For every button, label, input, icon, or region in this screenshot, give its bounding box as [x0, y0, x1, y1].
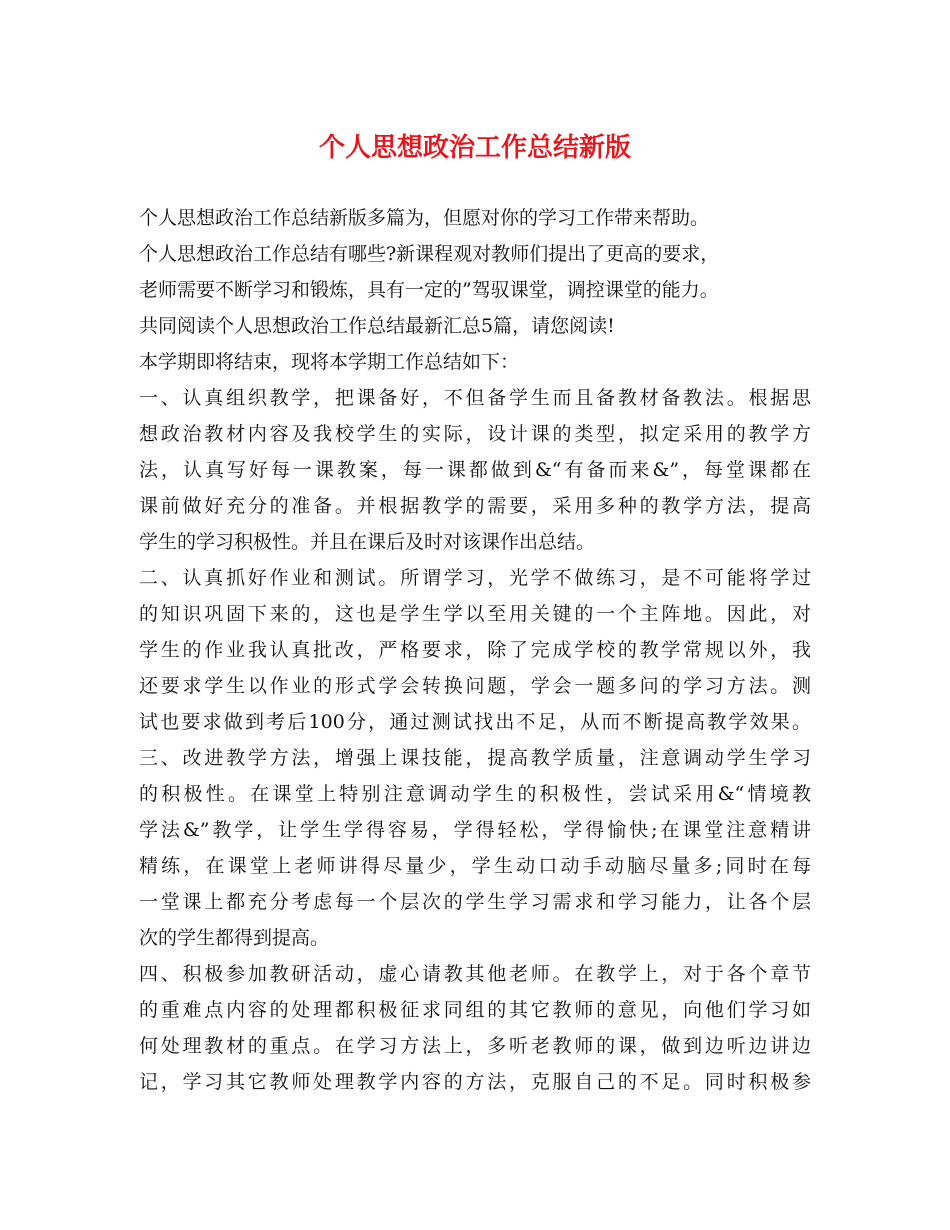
body-line: 四、积极参加教研活动，虚心请教其他老师。在教学上，对于各个章节: [139, 963, 811, 985]
body-line: 何处理教材的重点。在学习方法上，多听老教师的课，做到边听边讲边: [139, 1035, 811, 1057]
body-line: 还要求学生以作业的形式学会转换问题，学会一题多问的学习方法。测: [139, 675, 811, 697]
body-line: 的积极性。在课堂上特别注意调动学生的积极性，尝试采用&“情境教: [139, 783, 811, 805]
body-line: 的知识巩固下来的，这也是学生学以至用关键的一个主阵地。因此，对: [139, 603, 811, 625]
body-line: 学生的作业我认真批改，严格要求，除了完成学校的教学常规以外，我: [139, 639, 811, 661]
body-line: 一堂课上都充分考虑每一个层次的学生学习需求和学习能力，让各个层: [139, 891, 811, 913]
body-line: 的重难点内容的处理都积极征求同组的其它教师的意见，向他们学习如: [139, 999, 811, 1021]
body-line: 老师需要不断学习和锻炼，具有一定的”驾驭课堂，调控课堂的能力。: [139, 279, 719, 301]
body-line: 试也要求做到考后100分，通过测试找出不足，从而不断提高教学效果。: [139, 711, 811, 733]
body-line: 学法&”教学，让学生学得容易，学得轻松，学得愉快;在课堂注意精讲: [139, 819, 811, 841]
document-body: [139, 200, 811, 1100]
body-line: 想政治教材内容及我校学生的实际，设计课的类型，拟定采用的教学方: [139, 423, 811, 445]
body-line: 课前做好充分的准备。并根据教学的需要，采用多种的教学方法，提高: [139, 495, 811, 517]
body-line: 二、认真抓好作业和测试。所谓学习，光学不做练习，是不可能将学过: [139, 567, 811, 589]
body-line: 共同阅读个人思想政治工作总结最新汇总5篇，请您阅读!: [139, 315, 615, 337]
body-line: 三、改进教学方法，增强上课技能，提高教学质量，注意调动学生学习: [139, 747, 811, 769]
body-line: 本学期即将结束，现将本学期工作总结如下：: [139, 351, 520, 373]
body-line: 学生的学习积极性。并且在课后及时对该课作出总结。: [139, 531, 596, 553]
body-line: 法，认真写好每一课教案，每一课都做到&“有备而来&”，每堂课都在: [139, 459, 811, 481]
document-title: 个人思想政治工作总结新版: [318, 133, 631, 163]
body-line: 记，学习其它教师处理教学内容的方法，克服自己的不足。同时积极参: [139, 1071, 811, 1093]
body-line: 精练，在课堂上老师讲得尽量少，学生动口动手动脑尽量多;同时在每: [139, 855, 811, 877]
body-line: 次的学生都得到提高。: [139, 927, 330, 949]
body-line: 个人思想政治工作总结新版多篇为，但愿对你的学习工作带来帮助。: [139, 207, 710, 229]
body-line: 个人思想政治工作总结有哪些?新课程观对教师们提出了更高的要求，: [139, 243, 720, 265]
body-line: 一、认真组织教学，把课备好，不但备学生而且备教材备教法。根据思: [139, 387, 811, 409]
